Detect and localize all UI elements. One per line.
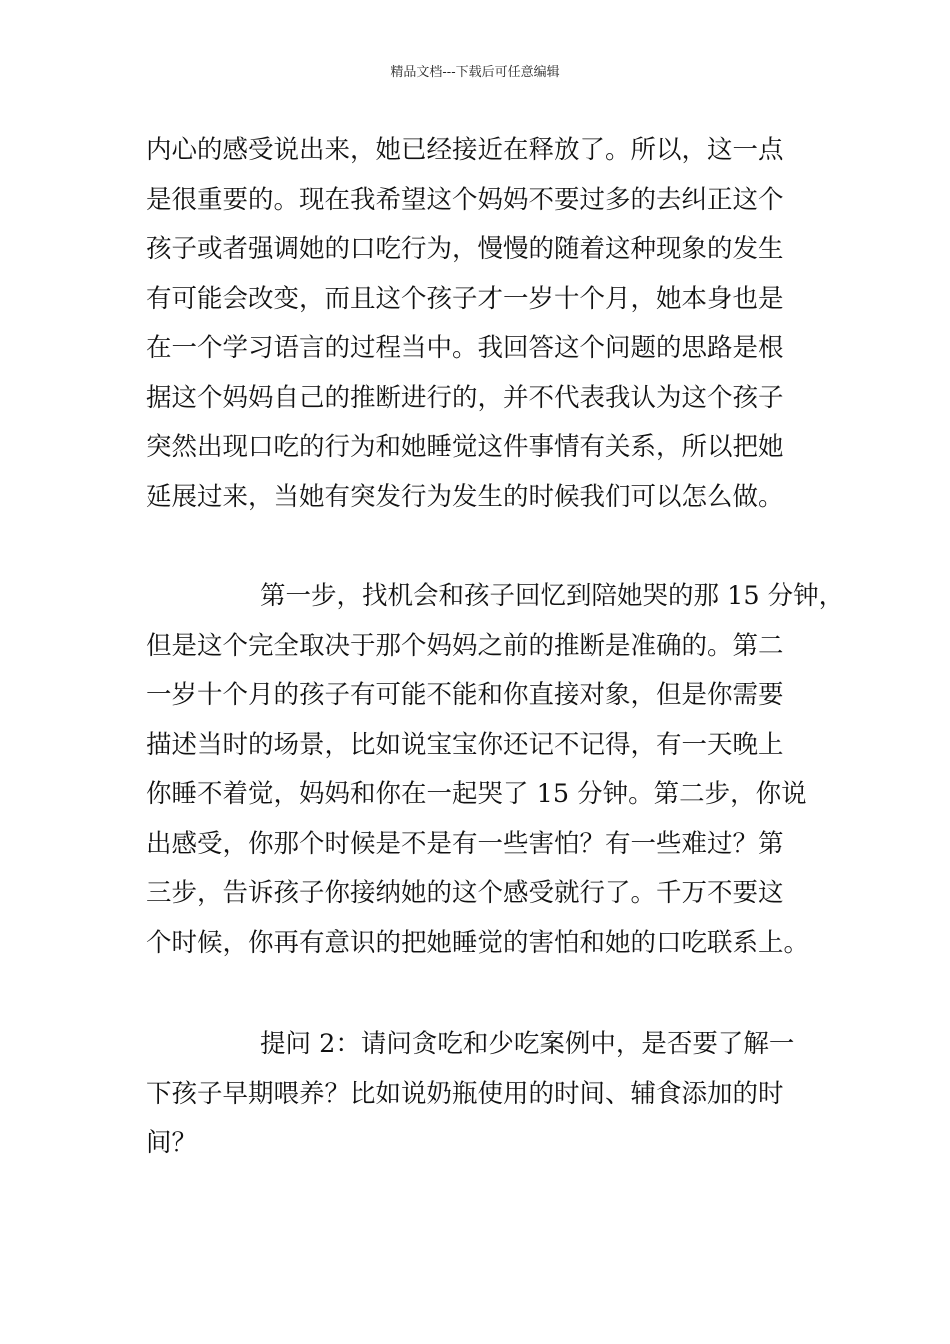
text-line: 孩子或者强调她的口吃行为，慢慢的随着这种现象的发生: [146, 234, 784, 264]
text-line: 内心的感受说出来，她已经接近在释放了。所以，这一点: [146, 135, 784, 165]
text-line: 延展过来，当她有突发行为发生的时候我们可以怎么做。: [146, 481, 784, 512]
text-line: 一岁十个月的孩子有可能不能和你直接对象，但是你需要: [146, 680, 784, 710]
text-line: 提问 2：请问贪吃和少吃案例中，是否要了解一: [260, 1029, 795, 1059]
text-line: 据这个妈妈自己的推断进行的，并不代表我认为这个孩子: [146, 382, 784, 413]
text-line: 第一步，找机会和孩子回忆到陪她哭的那 15 分钟，: [260, 581, 845, 611]
text-line: 有可能会改变，而且这个孩子才一岁十个月，她本身也是: [146, 283, 784, 314]
text-line: 是很重要的。现在我希望这个妈妈不要过多的去纠正这个: [146, 184, 784, 215]
text-line: 个时候，你再有意识的把她睡觉的害怕和她的口吃联系上。: [146, 927, 810, 958]
paragraph-2: [146, 572, 845, 968]
text-line: 出感受，你那个时候是不是有一些害怕？有一些难过？第: [146, 828, 784, 859]
paragraph-1: [146, 126, 810, 522]
text-line: 下孩子早期喂养？比如说奶瓶使用的时间、辅食添加的时: [146, 1078, 784, 1109]
text-line: 你睡不着觉，妈妈和你在一起哭了 15 分钟。第二步，你说: [146, 779, 807, 809]
text-line: 描述当时的场景，比如说宝宝你还记不记得，有一天晚上: [146, 729, 784, 760]
paragraph-3: [146, 1020, 810, 1169]
text-line: 在一个学习语言的过程当中。我回答这个问题的思路是根: [146, 333, 784, 363]
text-line: 突然出现口吃的行为和她睡觉这件事情有关系，所以把她: [146, 432, 784, 462]
text-line: 但是这个完全取决于那个妈妈之前的推断是准确的。第二: [146, 630, 784, 661]
text-line: 间？: [146, 1128, 198, 1158]
text-line: 三步，告诉孩子你接纳她的这个感受就行了。千万不要这: [146, 878, 784, 908]
page-header: 精品文档---下载后可任意编辑: [390, 65, 560, 80]
